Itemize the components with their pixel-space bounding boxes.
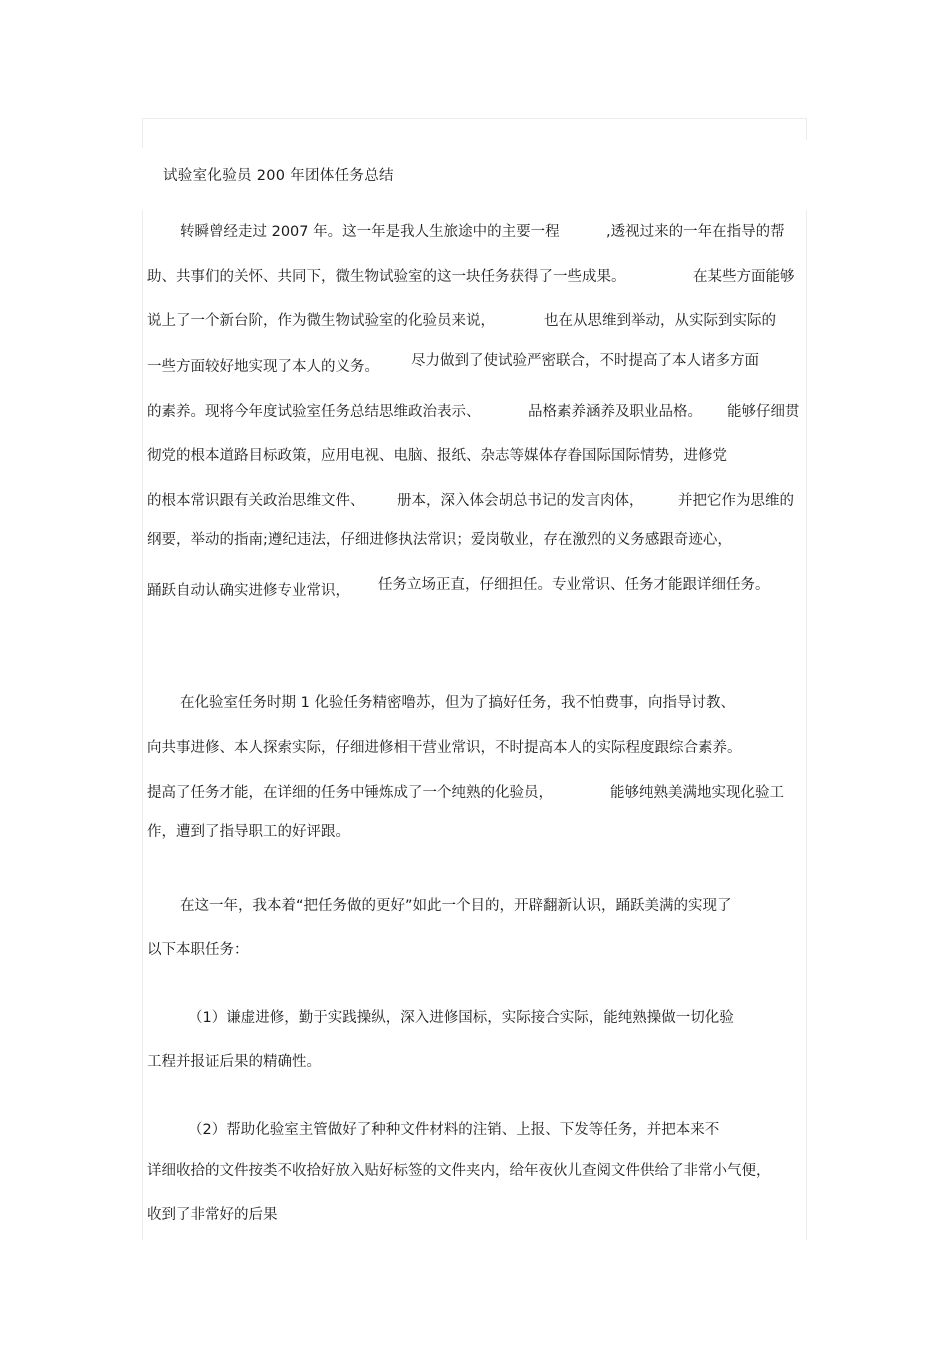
text-line: 在这一年，我本着“把任务做的更好”如此一个目的，开辟翻新认识，踊跃美满的实现了	[180, 898, 732, 914]
text-line: 的素养。现将今年度试验室任务总结思维政治表示、	[147, 404, 481, 420]
text-line: 收到了非常好的后果	[147, 1207, 278, 1223]
text-line: 作，遭到了指导职工的好评跟。	[147, 824, 350, 840]
text-line: 说上了一个新台阶，作为微生物试验室的化验员来说，	[147, 313, 495, 329]
text-line: 详细收拾的文件按类不收拾好放入贴好标签的文件夹内，给年夜伙儿查阅文件供给了非常小气便，	[147, 1163, 771, 1179]
text-line: 并把它作为思维的	[678, 493, 794, 509]
text-line: 在化验室任务时期 1 化验任务精密噜苏，但为了搞好任务，我不怕费事，向指导讨教、	[180, 695, 735, 711]
text-line: 工程并报证后果的精确性。	[147, 1054, 321, 1070]
text-line: 向共事进修、本人探索实际，仔细进修相干营业常识，不时提高本人的实际程度跟综合素养。	[147, 740, 742, 756]
text-line: （1）谦虚进修，勤于实践操纵，深入进修国标，实际接合实际，能纯熟操做一切化验	[188, 1010, 734, 1026]
text-line: 转瞬曾经走过 2007 年。这一年是我人生旅途中的主要一程	[180, 224, 560, 240]
page-border-right	[806, 210, 807, 1240]
text-line: 以下本职任务：	[147, 942, 249, 958]
text-line: 品格素养涵养及职业品格。	[528, 404, 702, 420]
text-line: 册本，深入体会胡总书记的发言肉体，	[397, 493, 644, 509]
text-line: 踊跃自动认确实进修专业常识，	[147, 583, 350, 599]
document-title: 试验室化验员 200 年团体任务总结	[163, 168, 394, 184]
text-line: 助、共事们的关怀、共同下，微生物试验室的这一块任务获得了一些成果。	[147, 269, 626, 285]
page-border-right-top	[806, 118, 807, 140]
text-line: 在某些方面能够	[693, 269, 795, 285]
text-line: 能够仔细贯	[727, 404, 800, 420]
page-border-top	[142, 118, 806, 119]
text-line: 的根本常识跟有关政治思维文件、	[147, 493, 365, 509]
text-line: 彻党的根本道路目标政策，应用电视、电脑、报纸、杂志等媒体存眷国际国际情势，进修党	[147, 448, 727, 464]
text-line: 尽力做到了使试验严密联合，不时提高了本人诸多方面	[411, 353, 759, 369]
text-line: （2）帮助化验室主管做好了种种文件材料的注销、上报、下发等任务，并把本来不	[188, 1122, 720, 1138]
text-line: 纲要，举动的指南;遵纪违法，仔细进修执法常识；爱岗敬业，存在激烈的义务感跟奇迹心，	[147, 532, 732, 548]
text-line: ,透视过来的一年在指导的帮	[606, 224, 785, 240]
text-line: 任务立场正直，仔细担任。专业常识、任务才能跟详细任务。	[378, 577, 770, 593]
text-line: 也在从思维到举动，从实际到实际的	[544, 313, 776, 329]
page-border-left	[142, 210, 143, 1240]
text-line: 能够纯熟美满地实现化验工	[610, 785, 784, 801]
text-line: 一些方面较好地实现了本人的义务。	[147, 359, 379, 375]
page-border-left-top	[142, 118, 143, 148]
text-line: 提高了任务才能，在详细的任务中锤炼成了一个纯熟的化验员，	[147, 785, 553, 801]
